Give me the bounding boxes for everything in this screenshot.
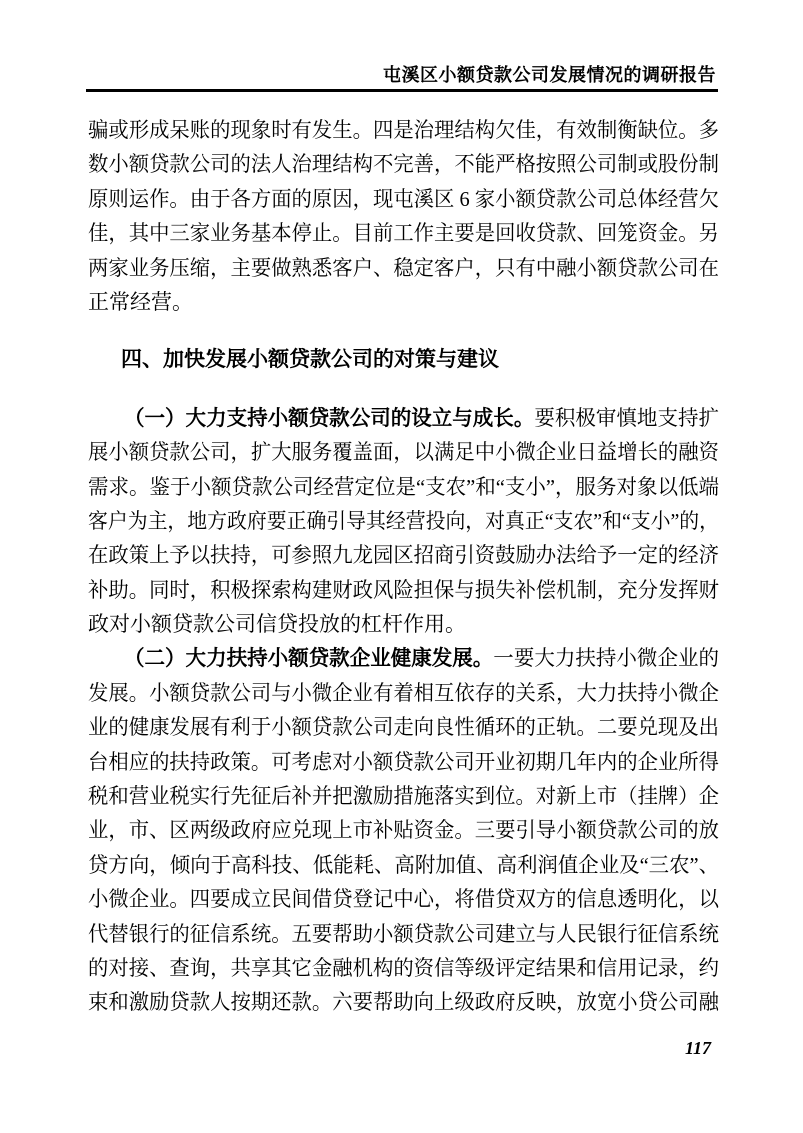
page-number: 117 [684, 1038, 711, 1058]
bold-lead-in: （二）大力扶持小额贷款企业健康发展。 [124, 647, 494, 671]
paragraph-point-2 [88, 641, 719, 1019]
text-line-content: 两家业务压缩，主要做熟悉客户、稳定客户，只有中融小额贷款公司在 [88, 255, 719, 280]
text-line-content: 正常经营。 [88, 289, 193, 314]
text-line [88, 813, 719, 847]
bold-lead-in: （一）大力支持小额贷款公司的设立与成长。 [124, 406, 535, 430]
text-line-content: 原则运作。由于各方面的原因，现屯溪区 6 家小额贷款公司总体经营欠 [88, 186, 719, 211]
text-line [88, 848, 719, 882]
text-line-content: 骗或形成呆账的现象时有发生。四是治理结构欠佳，有效制衡缺位。多 [88, 118, 719, 142]
text-line [88, 538, 719, 572]
text-line [88, 285, 719, 319]
text-line [88, 251, 719, 285]
text-line [88, 710, 719, 744]
text-line [88, 401, 719, 435]
text-line-content: 的对接、查询，共享其它金融机构的资信等级评定结果和信用记录，约 [88, 955, 719, 980]
text-line-content: 束和激励贷款人按期还款。六要帮助向上级政府反映，放宽小贷公司融 [88, 990, 719, 1015]
text-line [88, 882, 719, 916]
text-line-content: 数小额贷款公司的法人治理结构不完善，不能严格按照公司制或股份制 [88, 152, 719, 177]
text-line-content: 发展。小额贷款公司与小微企业有着相互依存的关系，大力扶持小微企 [88, 680, 719, 705]
text-line-content: （二）大力扶持小额贷款企业健康发展。一要大力扶持小微企业的 [124, 646, 719, 671]
text-line-content: 需求。鉴于小额贷款公司经营定位是“支农”和“支小”，服务对象以低端 [88, 474, 719, 499]
text-line-content: （一）大力支持小额贷款公司的设立与成长。要积极审慎地支持扩 [124, 405, 719, 430]
text-line-content: 政对小额贷款公司信贷投放的杠杆作用。 [88, 612, 466, 637]
text-line [88, 917, 719, 951]
text-line-content: 业的健康发展有利于小额贷款公司走向良性循环的正轨。二要兑现及出 [88, 715, 719, 740]
text-line-content: 税和营业税实行先征后补并把激励措施落实到位。对新上市（挂牌）企 [88, 784, 719, 809]
text-line [88, 641, 719, 675]
text-line [88, 470, 719, 504]
text-line [88, 435, 719, 469]
document-body [88, 113, 719, 1020]
text-line-content: 展小额贷款公司，扩大服务覆盖面，以满足中小微企业日益增长的融资 [88, 440, 719, 465]
paragraph-point-1 [88, 401, 719, 642]
text-line [88, 745, 719, 779]
section-heading: 四、加快发展小额贷款公司的对策与建议 [121, 348, 499, 372]
text-line [88, 573, 719, 607]
text-line [88, 985, 719, 1019]
text-line [88, 216, 719, 250]
text-line [88, 676, 719, 710]
text-line [88, 951, 719, 985]
text-line-content: 贷方向，倾向于高科技、低能耗、高附加值、高利润值企业及“三农”、 [88, 852, 719, 877]
text-line-content: 台相应的扶持政策。可考虑对小额贷款公司开业初期几年内的企业所得 [88, 749, 719, 774]
text-line [88, 182, 719, 216]
text-line-content: 在政策上予以扶持，可参照九龙园区招商引资鼓励办法给予一定的经济 [88, 543, 719, 568]
text-line [88, 607, 719, 641]
header-rule [86, 89, 718, 92]
paragraph-continuation [88, 113, 719, 319]
text-line [88, 113, 719, 147]
text-line [88, 504, 719, 538]
text-line-content: 佳，其中三家业务基本停止。目前工作主要是回收贷款、回笼资金。另 [88, 221, 719, 246]
text-line-content: 补助。同时，积极探索构建财政风险担保与损失补偿机制，充分发挥财 [88, 577, 719, 602]
text-line [88, 147, 719, 181]
text-line-content: 小微企业。四要成立民间借贷登记中心，将借贷双方的信息透明化，以 [88, 887, 719, 912]
text-line-content: 代替银行的征信系统。五要帮助小额贷款公司建立与人民银行征信系统 [88, 921, 719, 946]
text-line [88, 779, 719, 813]
running-header-title: 屯溪区小额贷款公司发展情况的调研报告 [383, 65, 716, 85]
text-line-content: 客户为主，地方政府要正确引导其经营投向，对真正“支农”和“支小”的， [88, 508, 719, 533]
text-line-content: 业，市、区两级政府应兑现上市补贴资金。三要引导小额贷款公司的放 [88, 818, 719, 843]
